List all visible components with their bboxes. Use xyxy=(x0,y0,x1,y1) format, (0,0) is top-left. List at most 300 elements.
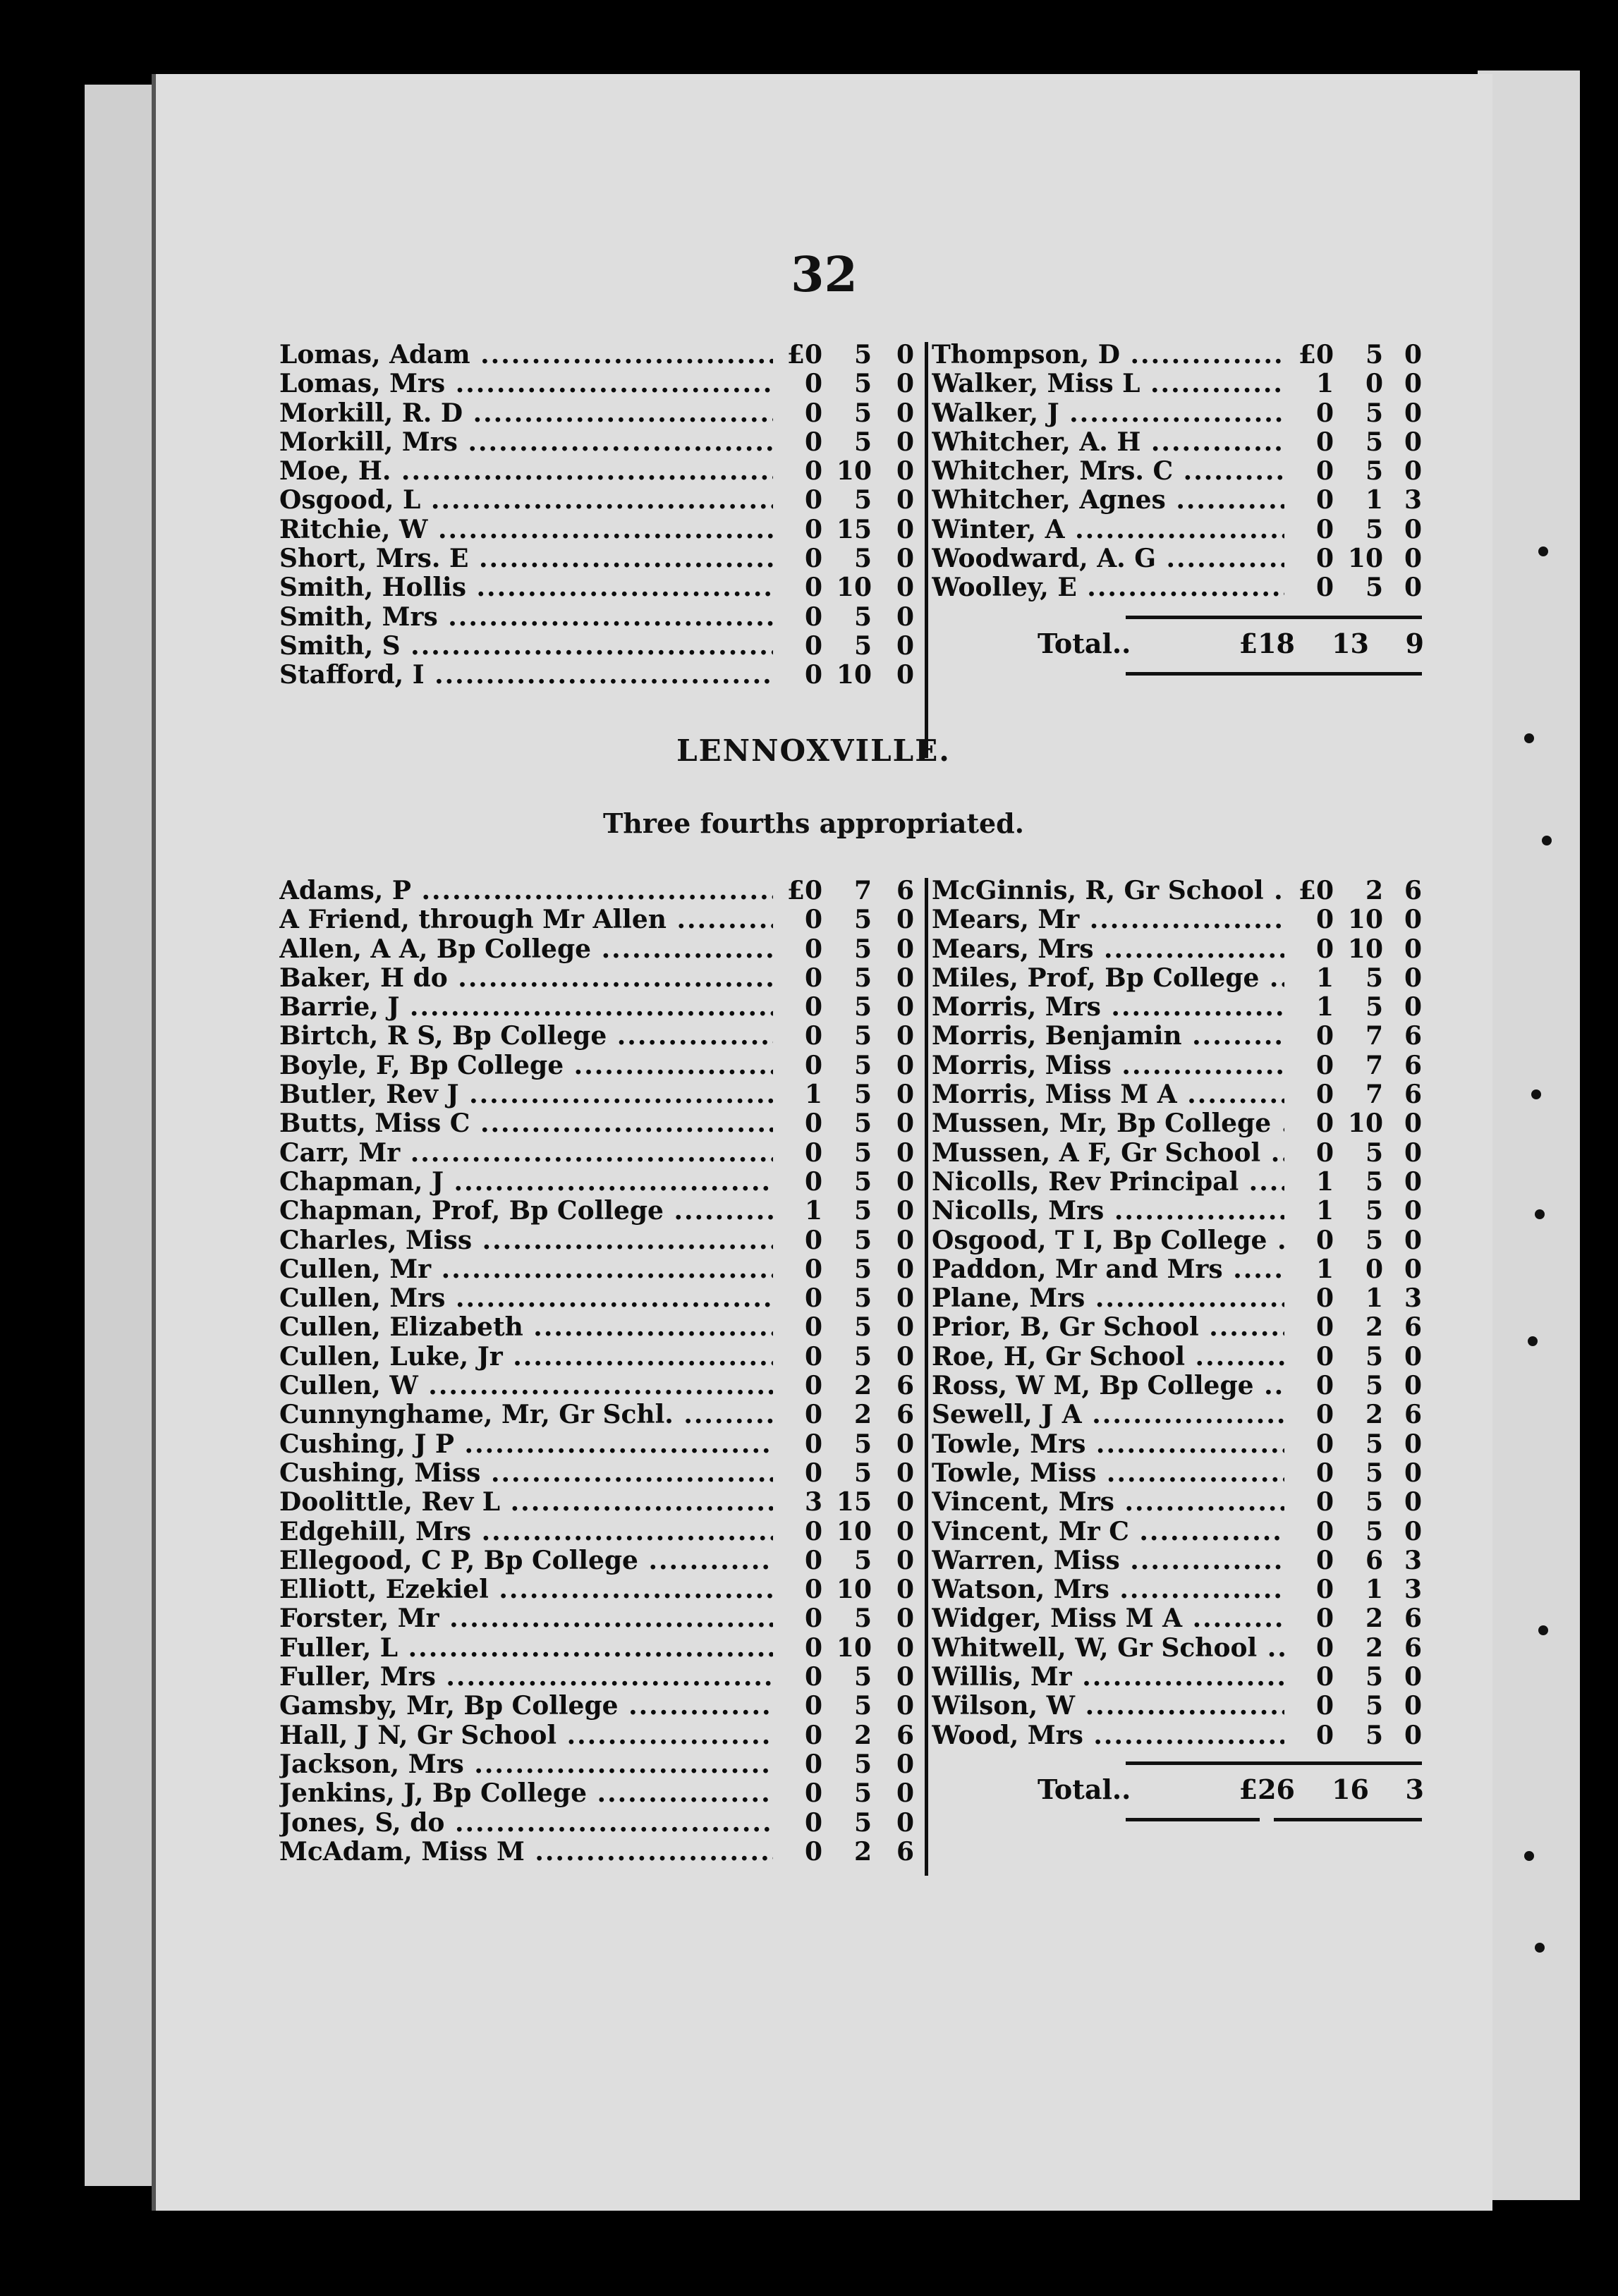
amount-pounds: £0 xyxy=(786,340,822,370)
amount-shillings: 5 xyxy=(853,992,872,1022)
margin-speck xyxy=(1542,836,1552,845)
amount-pence: 0 xyxy=(896,485,914,515)
amount-shillings: 10 xyxy=(1347,905,1383,935)
subscriber-name: Chapman, Prof, Bp College ..... xyxy=(279,1197,773,1226)
amount-pence: 0 xyxy=(896,1080,914,1110)
ledger-row xyxy=(279,993,914,1022)
ledger-row xyxy=(279,661,914,690)
amount-pence: 0 xyxy=(1404,1225,1422,1255)
ledger-row xyxy=(932,428,1425,457)
amount-pence: 0 xyxy=(896,1109,914,1139)
amount-shillings: 5 xyxy=(1365,456,1383,487)
amount-pounds: 0 xyxy=(804,905,822,935)
amount-pence: 0 xyxy=(1404,427,1422,457)
amount-pence: 0 xyxy=(896,1545,914,1575)
ledger-row xyxy=(279,1721,914,1750)
ledger-row xyxy=(932,1226,1425,1255)
subscriber-name: Cushing, Miss ..... xyxy=(279,1459,773,1488)
ledger-row xyxy=(279,1575,914,1604)
amount-pence: 0 xyxy=(896,630,914,661)
section1-total-shillings: 13 xyxy=(1332,628,1369,659)
ledger-row xyxy=(279,1255,914,1284)
amount-pounds: 0 xyxy=(804,1632,822,1663)
amount-pounds: 0 xyxy=(1315,1080,1334,1110)
section2-column-divider xyxy=(925,878,928,1876)
amount-shillings: 5 xyxy=(1365,1662,1383,1692)
amount-pence: 0 xyxy=(1404,573,1422,603)
amount-shillings: 1 xyxy=(1365,1575,1383,1605)
amount-shillings: 5 xyxy=(853,340,872,370)
amount-pounds: 0 xyxy=(804,573,822,603)
amount-pounds: 0 xyxy=(804,1429,822,1459)
amount-shillings: 5 xyxy=(1365,514,1383,544)
amount-pounds: 0 xyxy=(804,1109,822,1139)
amount-pence: 6 xyxy=(896,1720,914,1750)
amount-pounds: 0 xyxy=(804,1662,822,1692)
amount-shillings: 5 xyxy=(853,1283,872,1314)
amount-pounds: 0 xyxy=(804,369,822,399)
ledger-row xyxy=(279,1197,914,1226)
subscriber-name: Morris, Miss ..... xyxy=(932,1051,1284,1080)
ledger-row xyxy=(932,993,1425,1022)
amount-pounds: 1 xyxy=(1315,1196,1334,1226)
amount-pounds: 0 xyxy=(804,427,822,457)
subscriber-name: Nicolls, Mrs ..... xyxy=(932,1197,1284,1226)
amount-pounds: 0 xyxy=(804,398,822,428)
subscriber-name: Paddon, Mr and Mrs ..... xyxy=(932,1255,1284,1284)
ledger-row xyxy=(279,1372,914,1400)
amount-shillings: 5 xyxy=(1365,963,1383,993)
amount-pence: 0 xyxy=(896,340,914,370)
amount-shillings: 5 xyxy=(853,1545,872,1575)
amount-shillings: 5 xyxy=(1365,398,1383,428)
section1-right-column xyxy=(932,341,1425,603)
ledger-row xyxy=(279,1400,914,1429)
ledger-row xyxy=(279,1284,914,1313)
ledger-row xyxy=(279,486,914,515)
amount-pence: 0 xyxy=(1404,1371,1422,1401)
section2-total-shillings: 16 xyxy=(1332,1773,1369,1805)
margin-speck xyxy=(1524,1851,1534,1861)
amount-shillings: 2 xyxy=(1365,1312,1383,1343)
ledger-row xyxy=(932,544,1425,573)
subscriber-name: Lomas, Adam ..... xyxy=(279,341,773,370)
amount-pence: 0 xyxy=(896,602,914,632)
amount-shillings: 5 xyxy=(1365,573,1383,603)
amount-shillings: 10 xyxy=(836,1516,872,1546)
amount-pence: 0 xyxy=(1404,1109,1422,1139)
amount-shillings: 7 xyxy=(1365,1080,1383,1110)
ledger-row xyxy=(279,935,914,964)
amount-pounds: 0 xyxy=(1315,1720,1334,1750)
subscriber-name: Ellegood, C P, Bp College ..... xyxy=(279,1546,773,1575)
amount-pence: 0 xyxy=(896,1021,914,1051)
ledger-row xyxy=(279,1750,914,1779)
amount-shillings: 5 xyxy=(853,963,872,993)
section2-total-rule-bottom-2 xyxy=(1274,1818,1422,1821)
subscriber-name: Woolley, E ..... xyxy=(932,573,1284,602)
ledger-row xyxy=(932,1109,1425,1138)
amount-pounds: 0 xyxy=(1315,1283,1334,1314)
amount-pounds: 0 xyxy=(804,1749,822,1779)
margin-speck xyxy=(1531,1089,1541,1099)
amount-pounds: 0 xyxy=(1315,1109,1334,1139)
amount-pence: 0 xyxy=(896,456,914,487)
subscriber-name: Edgehill, Mrs ..... xyxy=(279,1518,773,1546)
amount-pence: 6 xyxy=(896,1836,914,1867)
amount-pence: 3 xyxy=(1404,1575,1422,1605)
amount-pence: 0 xyxy=(896,1429,914,1459)
amount-pence: 6 xyxy=(1404,1632,1422,1663)
subscriber-name: Lomas, Mrs ..... xyxy=(279,370,773,398)
ledger-row xyxy=(932,964,1425,993)
subscriber-name: Woodward, A. G ..... xyxy=(932,544,1284,573)
amount-shillings: 5 xyxy=(1365,427,1383,457)
amount-pence: 6 xyxy=(1404,1400,1422,1430)
ledger-row xyxy=(932,1372,1425,1400)
amount-shillings: 5 xyxy=(853,1021,872,1051)
ledger-row xyxy=(932,1692,1425,1721)
amount-shillings: 15 xyxy=(836,514,872,544)
amount-pounds: 0 xyxy=(1315,544,1334,574)
subscriber-name: Ritchie, W ..... xyxy=(279,515,773,544)
subscriber-name: Chapman, J ..... xyxy=(279,1168,773,1197)
ledger-row xyxy=(279,1546,914,1575)
ledger-row xyxy=(932,1197,1425,1226)
amount-pence: 0 xyxy=(1404,934,1422,964)
subscriber-name: Smith, Hollis ..... xyxy=(279,573,773,602)
amount-shillings: 1 xyxy=(1365,485,1383,515)
amount-pounds: 0 xyxy=(1315,905,1334,935)
amount-shillings: 5 xyxy=(1365,1720,1383,1750)
amount-pence: 0 xyxy=(1404,1720,1422,1750)
amount-shillings: 5 xyxy=(853,905,872,935)
amount-pence: 0 xyxy=(1404,340,1422,370)
amount-pounds: 3 xyxy=(804,1487,822,1518)
subscriber-name: Barrie, J ..... xyxy=(279,993,773,1022)
amount-pounds: 0 xyxy=(804,1371,822,1401)
ledger-row xyxy=(932,1400,1425,1429)
amount-pounds: 0 xyxy=(804,1604,822,1634)
ledger-row xyxy=(279,1488,914,1517)
subscriber-name: Jones, S, do ..... xyxy=(279,1809,773,1838)
margin-speck xyxy=(1528,1336,1538,1346)
ledger-row xyxy=(932,1604,1425,1633)
amount-shillings: 5 xyxy=(853,1604,872,1634)
subscriber-name: Fuller, Mrs ..... xyxy=(279,1663,773,1692)
amount-pence: 0 xyxy=(1404,1516,1422,1546)
amount-pounds: 0 xyxy=(804,1545,822,1575)
amount-pence: 3 xyxy=(1404,1283,1422,1314)
amount-shillings: 2 xyxy=(853,1400,872,1430)
ledger-row xyxy=(932,515,1425,544)
amount-pence: 6 xyxy=(896,1400,914,1430)
amount-pounds: 0 xyxy=(804,1458,822,1488)
subscriber-name: Mussen, Mr, Bp College ..... xyxy=(932,1109,1284,1138)
amount-pence: 0 xyxy=(896,905,914,935)
subscriber-name: Morkill, Mrs ..... xyxy=(279,428,773,457)
subscriber-name: Baker, H do ..... xyxy=(279,964,773,993)
amount-shillings: 5 xyxy=(853,485,872,515)
subscriber-name: Hall, J N, Gr School ..... xyxy=(279,1721,773,1750)
margin-speck xyxy=(1535,1209,1545,1219)
amount-pounds: 0 xyxy=(804,1225,822,1255)
amount-pence: 0 xyxy=(896,660,914,690)
amount-pence: 0 xyxy=(1404,1487,1422,1518)
subscriber-name: Whitcher, Agnes ..... xyxy=(932,486,1284,515)
amount-pounds: £0 xyxy=(1298,876,1334,905)
subscriber-name: Forster, Mr ..... xyxy=(279,1604,773,1633)
ledger-row xyxy=(932,1080,1425,1109)
amount-shillings: 5 xyxy=(1365,1371,1383,1401)
amount-pence: 0 xyxy=(896,427,914,457)
amount-pence: 0 xyxy=(1404,1429,1422,1459)
ledger-row xyxy=(279,1313,914,1342)
amount-pounds: 0 xyxy=(1315,1341,1334,1372)
subscriber-name: Towle, Mrs ..... xyxy=(932,1430,1284,1459)
subscriber-name: Warren, Miss ..... xyxy=(932,1546,1284,1575)
amount-shillings: 5 xyxy=(853,1807,872,1838)
amount-shillings: 2 xyxy=(853,1371,872,1401)
ledger-row xyxy=(932,1663,1425,1692)
ledger-row xyxy=(932,486,1425,515)
subscriber-name: Widger, Miss M A ..... xyxy=(932,1604,1284,1633)
subscriber-name: Osgood, L ..... xyxy=(279,486,773,515)
amount-pounds: 1 xyxy=(804,1080,822,1110)
amount-pounds: 0 xyxy=(804,660,822,690)
amount-shillings: 5 xyxy=(1365,1691,1383,1721)
subscriber-name: Roe, H, Gr School ..... xyxy=(932,1343,1284,1372)
amount-shillings: 5 xyxy=(853,398,872,428)
section1-total-pence: 9 xyxy=(1405,628,1424,659)
amount-pounds: 1 xyxy=(1315,992,1334,1022)
ledger-row xyxy=(932,1284,1425,1313)
subscriber-name: Butts, Miss C ..... xyxy=(279,1109,773,1138)
amount-pence: 0 xyxy=(896,573,914,603)
amount-shillings: 1 xyxy=(1365,1283,1383,1314)
section2-total-pence: 3 xyxy=(1405,1773,1424,1805)
amount-shillings: 2 xyxy=(853,1836,872,1867)
ledger-row xyxy=(279,1692,914,1721)
section2-total-pounds: £26 xyxy=(1239,1773,1295,1805)
subscriber-name: Adams, P ..... xyxy=(279,877,773,905)
amount-pence: 0 xyxy=(896,1341,914,1372)
amount-pence: 0 xyxy=(896,1312,914,1343)
amount-shillings: 0 xyxy=(1365,369,1383,399)
subscriber-name: Boyle, F, Bp College ..... xyxy=(279,1051,773,1080)
amount-pence: 0 xyxy=(896,1691,914,1721)
scan-background-edge-right xyxy=(1478,71,1580,2200)
amount-pence: 0 xyxy=(896,514,914,544)
subscriber-name: Elliott, Ezekiel ..... xyxy=(279,1575,773,1604)
amount-shillings: 5 xyxy=(1365,1196,1383,1226)
amount-shillings: 5 xyxy=(1365,1516,1383,1546)
amount-pence: 0 xyxy=(896,1575,914,1605)
amount-shillings: 10 xyxy=(1347,1109,1383,1139)
section1-column-divider xyxy=(925,342,928,758)
amount-pence: 0 xyxy=(1404,544,1422,574)
amount-shillings: 5 xyxy=(853,1312,872,1343)
amount-shillings: 5 xyxy=(853,1254,872,1284)
amount-pence: 0 xyxy=(896,1662,914,1692)
amount-shillings: 5 xyxy=(1365,1341,1383,1372)
amount-pounds: 0 xyxy=(1315,514,1334,544)
amount-pence: 0 xyxy=(1404,992,1422,1022)
ledger-row xyxy=(279,1779,914,1808)
ledger-row xyxy=(932,905,1425,934)
ledger-row xyxy=(932,399,1425,428)
subscriber-name: Wilson, W ..... xyxy=(932,1692,1284,1721)
ledger-row xyxy=(932,1051,1425,1080)
amount-pounds: 0 xyxy=(804,1137,822,1168)
ledger-row xyxy=(279,1459,914,1488)
amount-shillings: 2 xyxy=(1365,1632,1383,1663)
subscriber-name: Stafford, I ..... xyxy=(279,661,773,690)
subscriber-name: Whitcher, A. H ..... xyxy=(932,428,1284,457)
amount-pounds: 0 xyxy=(804,1341,822,1372)
amount-pence: 0 xyxy=(1404,398,1422,428)
subscriber-name: Cullen, Luke, Jr ..... xyxy=(279,1343,773,1372)
amount-pence: 6 xyxy=(1404,1604,1422,1634)
subscriber-name: Jenkins, J, Bp College ..... xyxy=(279,1779,773,1808)
section1-total-rule-top xyxy=(1126,616,1422,619)
amount-shillings: 2 xyxy=(853,1720,872,1750)
amount-shillings: 5 xyxy=(1365,1429,1383,1459)
amount-pence: 0 xyxy=(1404,1341,1422,1372)
amount-pence: 6 xyxy=(1404,1021,1422,1051)
amount-pounds: 0 xyxy=(1315,1545,1334,1575)
section2-right-column xyxy=(932,877,1425,1750)
subscriber-name: A Friend, through Mr Allen ..... xyxy=(279,905,773,934)
amount-shillings: 10 xyxy=(836,456,872,487)
amount-shillings: 10 xyxy=(836,1575,872,1605)
subscriber-name: Mears, Mr ..... xyxy=(932,905,1284,934)
amount-pence: 0 xyxy=(896,1283,914,1314)
ledger-row xyxy=(932,1022,1425,1051)
amount-shillings: 5 xyxy=(853,1137,872,1168)
section1-total xyxy=(1038,628,1433,659)
ledger-row xyxy=(932,341,1425,370)
amount-shillings: 5 xyxy=(1365,1458,1383,1488)
amount-pence: 6 xyxy=(896,1371,914,1401)
section2-total-rule-top xyxy=(1126,1761,1422,1765)
amount-shillings: 5 xyxy=(853,1662,872,1692)
amount-pence: 0 xyxy=(896,544,914,574)
amount-shillings: 5 xyxy=(853,1749,872,1779)
amount-pounds: 0 xyxy=(804,934,822,964)
amount-pounds: 0 xyxy=(1315,1691,1334,1721)
amount-pence: 0 xyxy=(896,1749,914,1779)
ledger-row xyxy=(932,1255,1425,1284)
ledger-row xyxy=(279,1226,914,1255)
amount-pounds: 0 xyxy=(1315,1137,1334,1168)
amount-pence: 0 xyxy=(1404,369,1422,399)
amount-pounds: 0 xyxy=(804,630,822,661)
subscriber-name: Allen, A A, Bp College ..... xyxy=(279,935,773,964)
ledger-row xyxy=(279,573,914,602)
ledger-row xyxy=(279,964,914,993)
subscriber-name: McGinnis, R, Gr School ..... xyxy=(932,877,1284,905)
subscriber-name: Osgood, T I, Bp College ..... xyxy=(932,1226,1284,1255)
amount-pence: 0 xyxy=(1404,1196,1422,1226)
subscriber-name: Doolittle, Rev L ..... xyxy=(279,1488,773,1517)
amount-shillings: 5 xyxy=(853,1778,872,1809)
amount-pounds: 0 xyxy=(804,514,822,544)
amount-pence: 3 xyxy=(1404,485,1422,515)
ledger-row xyxy=(932,573,1425,602)
amount-pence: 0 xyxy=(896,1254,914,1284)
ledger-row xyxy=(279,515,914,544)
amount-shillings: 5 xyxy=(1365,1487,1383,1518)
ledger-row xyxy=(932,1575,1425,1604)
subscriber-name: Cullen, Mrs ..... xyxy=(279,1284,773,1313)
subscriber-name: Cunnynghame, Mr, Gr Schl. ..... xyxy=(279,1400,773,1429)
amount-pounds: 0 xyxy=(1315,1050,1334,1080)
ledger-row xyxy=(932,1488,1425,1517)
subscriber-name: Ross, W M, Bp College ..... xyxy=(932,1372,1284,1400)
ledger-row xyxy=(932,1459,1425,1488)
ledger-row xyxy=(279,1430,914,1459)
amount-pence: 6 xyxy=(1404,1312,1422,1343)
amount-shillings: 5 xyxy=(853,1225,872,1255)
amount-shillings: 2 xyxy=(1365,876,1383,905)
subscriber-name: Plane, Mrs ..... xyxy=(932,1284,1284,1313)
amount-pounds: 0 xyxy=(804,1312,822,1343)
ledger-row xyxy=(932,1518,1425,1546)
subscriber-name: Morris, Miss M A ..... xyxy=(932,1080,1284,1109)
amount-pounds: 1 xyxy=(1315,1166,1334,1197)
subscriber-name: Thompson, D ..... xyxy=(932,341,1284,370)
amount-shillings: 0 xyxy=(1365,1254,1383,1284)
amount-pence: 0 xyxy=(1404,1662,1422,1692)
subscriber-name: Wood, Mrs ..... xyxy=(932,1721,1284,1750)
ledger-row xyxy=(932,1634,1425,1663)
section2-total-rule-bottom xyxy=(1126,1818,1260,1821)
ledger-row xyxy=(279,428,914,457)
amount-pounds: 0 xyxy=(1315,1575,1334,1605)
amount-shillings: 7 xyxy=(1365,1050,1383,1080)
subscriber-name: Whitwell, W, Gr School ..... xyxy=(932,1634,1284,1663)
margin-speck xyxy=(1538,1625,1548,1635)
subscriber-name: Smith, S ..... xyxy=(279,632,773,661)
subscriber-name: Cullen, W ..... xyxy=(279,1372,773,1400)
amount-pence: 0 xyxy=(896,1050,914,1080)
amount-pence: 0 xyxy=(1404,514,1422,544)
ledger-row xyxy=(279,1518,914,1546)
ledger-row xyxy=(279,1604,914,1633)
amount-shillings: 5 xyxy=(853,1196,872,1226)
amount-shillings: 10 xyxy=(836,573,872,603)
amount-pounds: 0 xyxy=(1315,573,1334,603)
amount-pounds: 0 xyxy=(804,1575,822,1605)
ledger-row xyxy=(279,877,914,905)
ledger-row xyxy=(279,1109,914,1138)
margin-speck xyxy=(1538,546,1548,556)
amount-pounds: 0 xyxy=(1315,1429,1334,1459)
subscriber-name: McAdam, Miss M ..... xyxy=(279,1838,773,1867)
amount-pence: 0 xyxy=(896,934,914,964)
amount-pence: 6 xyxy=(896,876,914,905)
amount-shillings: 5 xyxy=(1365,1225,1383,1255)
section1-total-pounds: £18 xyxy=(1239,628,1295,659)
amount-shillings: 5 xyxy=(853,1691,872,1721)
section2-total xyxy=(1038,1773,1433,1805)
amount-pence: 0 xyxy=(1404,456,1422,487)
ledger-row xyxy=(279,1022,914,1051)
amount-shillings: 5 xyxy=(853,630,872,661)
ledger-row xyxy=(932,1721,1425,1750)
amount-pounds: 0 xyxy=(804,1778,822,1809)
